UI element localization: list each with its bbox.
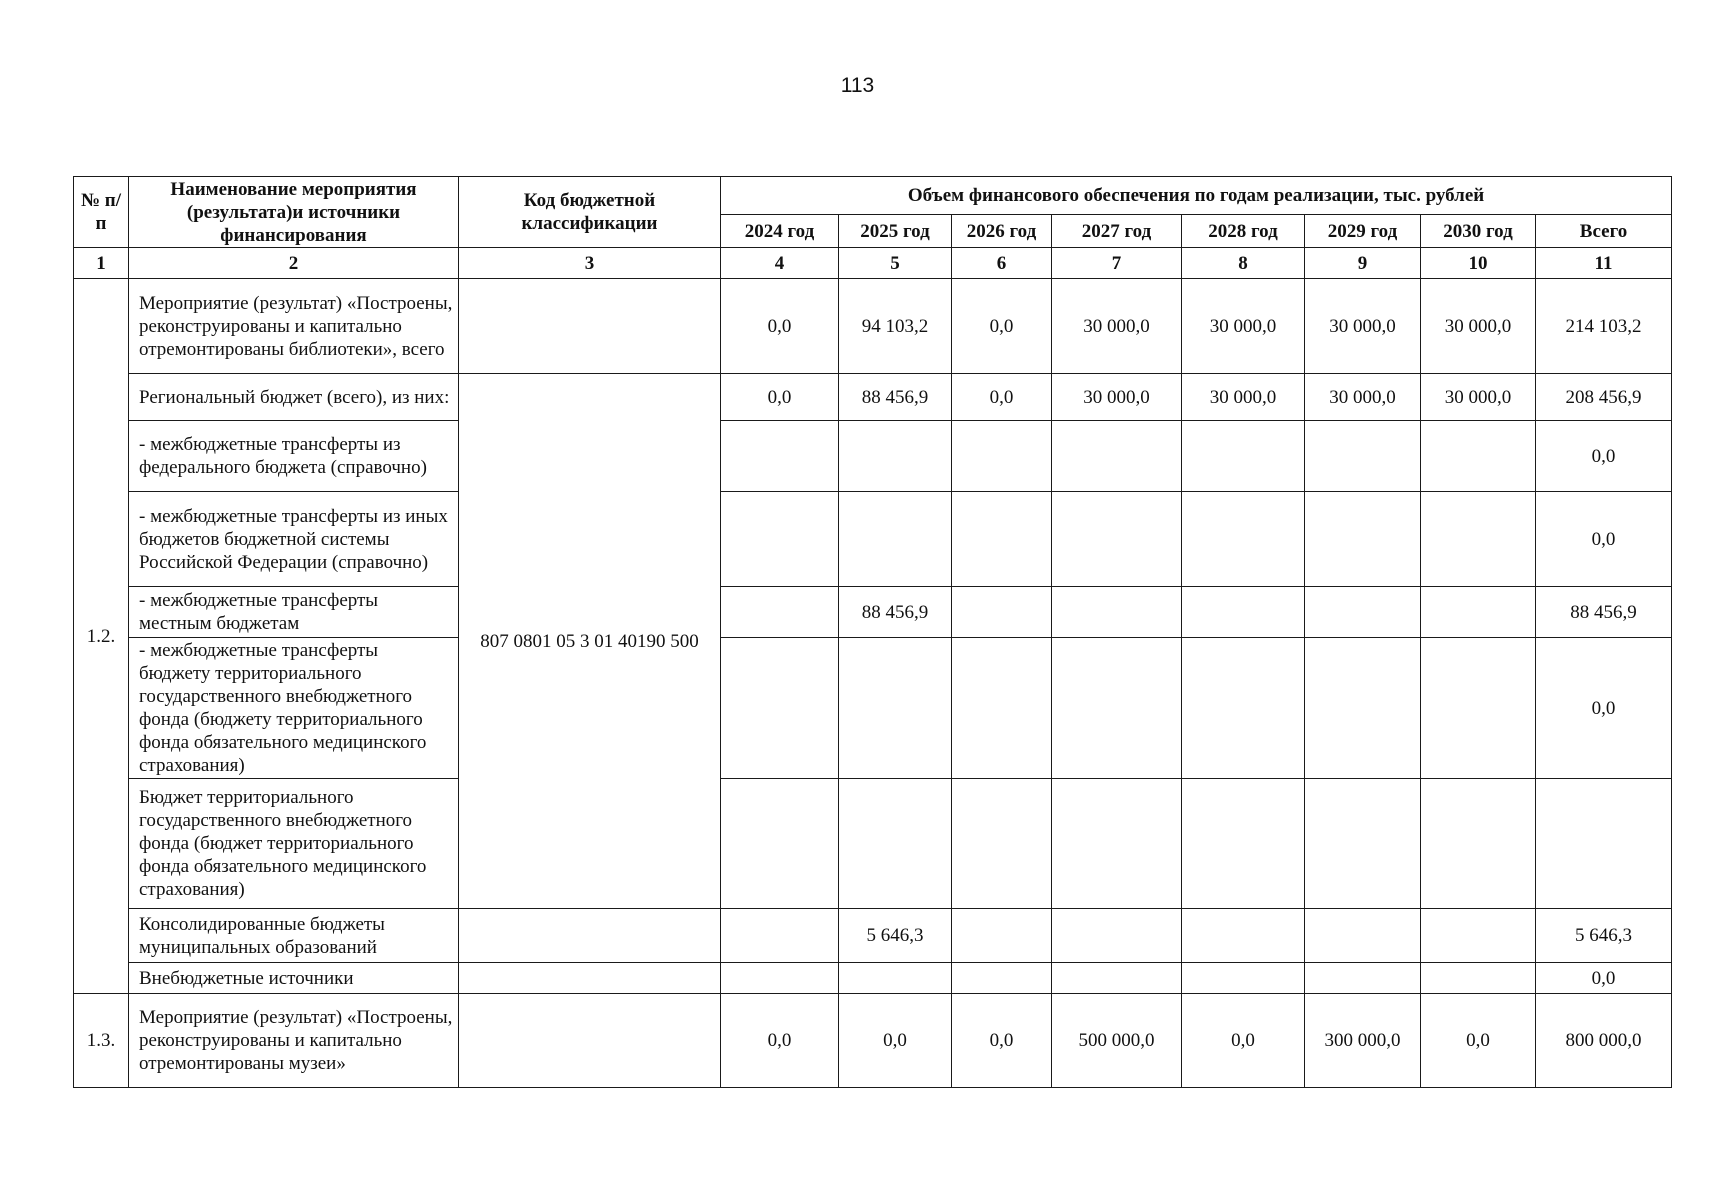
value-cell: 208 456,9 [1536, 374, 1672, 421]
value-cell [952, 492, 1052, 587]
value-cell: 0,0 [1536, 421, 1672, 492]
value-cell [1052, 963, 1182, 994]
row-name: - межбюджетные трансферты бюджету территориального государственного внебюджетного фонда (бюджету территориального фонда обязательного медицинского страхования) [129, 638, 459, 779]
value-cell [1052, 421, 1182, 492]
header-year-2025: 2025 год [839, 215, 952, 248]
row-name: Региональный бюджет (всего), из них: [129, 374, 459, 421]
value-cell [1182, 492, 1305, 587]
value-cell: 0,0 [952, 994, 1052, 1088]
value-cell [839, 963, 952, 994]
column-number: 9 [1305, 248, 1421, 279]
value-cell [1305, 909, 1421, 963]
budget-code-cell [721, 779, 839, 909]
header-year-2026: 2026 год [952, 215, 1052, 248]
value-cell: 30 000,0 [1052, 374, 1182, 421]
value-cell [1421, 492, 1536, 587]
value-cell: 0,0 [952, 374, 1052, 421]
value-cell: 94 103,2 [839, 279, 952, 374]
value-cell [839, 421, 952, 492]
value-cell [1305, 587, 1421, 638]
row-name: Бюджет территориального государственного внебюджетного фонда (бюджет территориального фонда обязательного медицинского страхования) [129, 779, 459, 909]
value-cell [1182, 638, 1305, 779]
value-cell [952, 587, 1052, 638]
header-year-2030: 2030 год [1421, 215, 1536, 248]
value-cell: 30 000,0 [1052, 279, 1182, 374]
budget-code: 807 0801 05 3 01 40190 500 [459, 374, 721, 909]
header-col-code: Код бюджетной классификации [459, 177, 721, 248]
value-cell: 0,0 [1421, 994, 1536, 1088]
row-name: Внебюджетные источники [129, 963, 459, 994]
value-cell [1421, 421, 1536, 492]
value-cell [1182, 779, 1305, 909]
table-row [74, 374, 1672, 421]
table-row [74, 638, 1672, 779]
value-cell [1421, 909, 1536, 963]
value-cell: 0,0 [1536, 963, 1672, 994]
value-cell [1182, 587, 1305, 638]
value-cell [952, 909, 1052, 963]
value-cell: 88 456,9 [839, 374, 952, 421]
value-cell [1536, 779, 1672, 909]
value-cell [952, 779, 1052, 909]
value-cell: 0,0 [839, 994, 952, 1088]
value-cell: 30 000,0 [1421, 279, 1536, 374]
value-cell [721, 587, 839, 638]
value-cell: 214 103,2 [1536, 279, 1672, 374]
header-col-volume: Объем финансового обеспечения по годам реализации, тыс. рублей [721, 177, 1672, 215]
value-cell [1421, 638, 1536, 779]
value-cell [1182, 909, 1305, 963]
table-row [74, 909, 1672, 963]
value-cell: 30 000,0 [1182, 279, 1305, 374]
page-number: 113 [840, 74, 875, 97]
column-number: 11 [1536, 248, 1672, 279]
value-cell [1305, 963, 1421, 994]
column-number: 3 [459, 248, 721, 279]
value-cell [1421, 587, 1536, 638]
value-cell [1052, 909, 1182, 963]
header-year-2027: 2027 год [1052, 215, 1182, 248]
value-cell [721, 492, 839, 587]
table-row [74, 994, 1672, 1088]
column-number: 8 [1182, 248, 1305, 279]
value-cell: 0,0 [721, 374, 839, 421]
value-cell [1052, 492, 1182, 587]
value-cell: 500 000,0 [1052, 994, 1182, 1088]
header-total: Всего [1536, 215, 1672, 248]
header-year-2029: 2029 год [1305, 215, 1421, 248]
value-cell: 0,0 [721, 279, 839, 374]
value-cell: 0,0 [1182, 994, 1305, 1088]
value-cell [1421, 963, 1536, 994]
value-cell [1421, 779, 1536, 909]
table-row [74, 279, 1672, 374]
value-cell [721, 909, 839, 963]
value-cell [1305, 492, 1421, 587]
row-name: Мероприятие (результат) «Построены, реконструированы и капитально отремонтированы библиотеки», всего [129, 279, 459, 374]
value-cell [721, 421, 839, 492]
value-cell: 30 000,0 [1421, 374, 1536, 421]
budget-code-cell [459, 279, 721, 374]
value-cell [1182, 421, 1305, 492]
value-cell: 0,0 [1536, 492, 1672, 587]
header-col-no: № п/п [74, 177, 129, 248]
value-cell: 88 456,9 [1536, 587, 1672, 638]
value-cell [839, 779, 952, 909]
value-cell: 800 000,0 [1536, 994, 1672, 1088]
column-number: 5 [839, 248, 952, 279]
budget-code-cell [459, 994, 721, 1088]
value-cell [952, 963, 1052, 994]
value-cell [1305, 779, 1421, 909]
value-cell: 0,0 [952, 279, 1052, 374]
column-number: 4 [721, 248, 839, 279]
value-cell: 5 646,3 [839, 909, 952, 963]
value-cell: 30 000,0 [1182, 374, 1305, 421]
value-cell: 30 000,0 [1305, 374, 1421, 421]
value-cell [1182, 963, 1305, 994]
row-name: Мероприятие (результат) «Построены, реконструированы и капитально отремонтированы музеи» [129, 994, 459, 1088]
column-number: 10 [1421, 248, 1536, 279]
column-number: 7 [1052, 248, 1182, 279]
value-cell [839, 638, 952, 779]
value-cell [839, 492, 952, 587]
header-col-name: Наименование мероприятия (результата)и источники финансирования [129, 177, 459, 248]
budget-code-cell [459, 963, 721, 994]
table-row [74, 587, 1672, 638]
row-number: 1.3. [74, 994, 129, 1088]
value-cell: 0,0 [721, 994, 839, 1088]
value-cell [1305, 421, 1421, 492]
value-cell: 30 000,0 [1305, 279, 1421, 374]
header-year-2028: 2028 год [1182, 215, 1305, 248]
row-name: - межбюджетные трансферты из иных бюджетов бюджетной системы Российской Федерации (справочно) [129, 492, 459, 587]
column-number: 1 [74, 248, 129, 279]
row-name: Консолидированные бюджеты муниципальных образований [129, 909, 459, 963]
row-name: - межбюджетные трансферты из федерального бюджета (справочно) [129, 421, 459, 492]
budget-code-cell [459, 909, 721, 963]
value-cell: 5 646,3 [1536, 909, 1672, 963]
value-cell [952, 421, 1052, 492]
value-cell: 88 456,9 [839, 587, 952, 638]
value-cell [1052, 587, 1182, 638]
financing-table [73, 176, 1672, 1088]
value-cell [1052, 638, 1182, 779]
value-cell [1305, 638, 1421, 779]
value-cell: 300 000,0 [1305, 994, 1421, 1088]
value-cell [721, 963, 839, 994]
value-cell [721, 638, 839, 779]
table-row [74, 492, 1672, 587]
value-cell [952, 638, 1052, 779]
row-name: - межбюджетные трансферты местным бюджетам [129, 587, 459, 638]
row-number: 1.2. [74, 279, 129, 994]
value-cell [1052, 779, 1182, 909]
column-number: 6 [952, 248, 1052, 279]
header-year-2024: 2024 год [721, 215, 839, 248]
table-row [74, 421, 1672, 492]
column-number: 2 [129, 248, 459, 279]
value-cell: 0,0 [1536, 638, 1672, 779]
table-row [74, 779, 1672, 909]
table-row [74, 963, 1672, 994]
